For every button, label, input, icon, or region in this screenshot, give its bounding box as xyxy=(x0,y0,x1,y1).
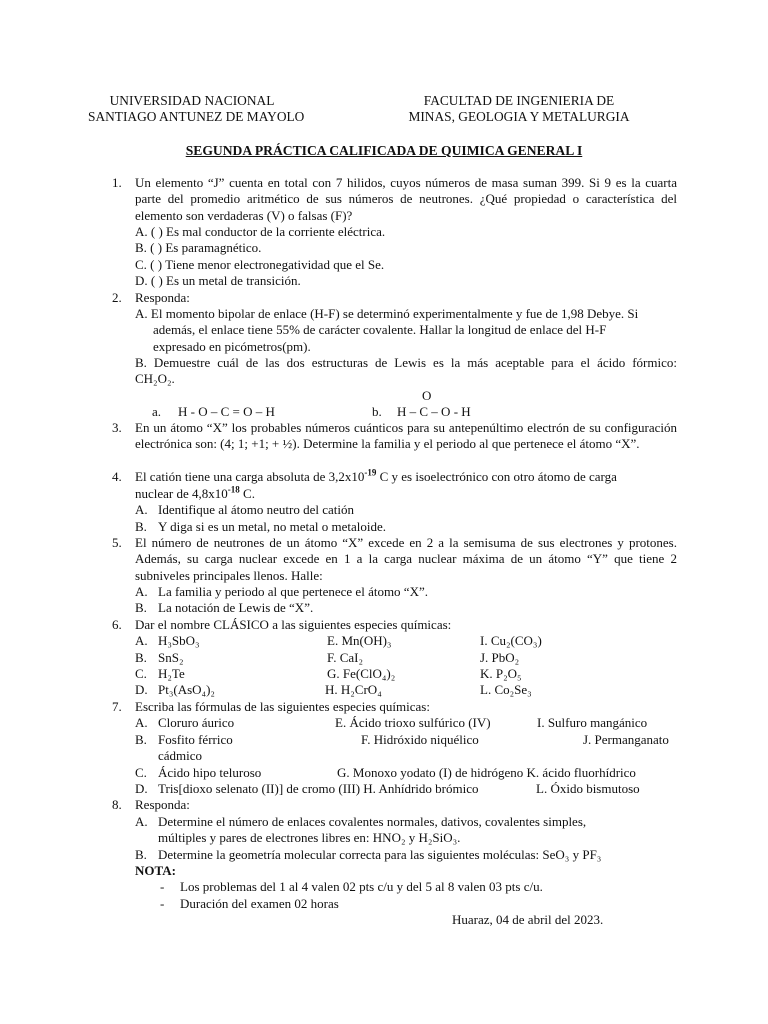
q4-line-1-post: C y es isoelectrónico con otro átomo de carga xyxy=(376,469,617,484)
q7-number: 7. xyxy=(112,699,122,714)
q2-a-line-2: además, el enlace tiene 55% de carácter covalente. Hallar la longitud de enlace del H-F xyxy=(153,322,607,337)
q4-line-2 xyxy=(135,486,255,502)
q2-oxygen-label: O xyxy=(422,388,432,403)
q3-text: En un átomo “X” los probables números cuánticos para su antepenúltimo electrón de su configuración electrónica son: (4; 1; +1; + ½). Determine la familia y el periodo al que pertenece el átomo “X”. xyxy=(135,420,677,452)
q6-species: F. CaI₂ xyxy=(327,650,363,665)
q2-option-a-label: a. xyxy=(152,404,162,419)
q4-number: 4. xyxy=(112,469,122,484)
q6-number: 6. xyxy=(112,617,122,632)
q7-species: Ácido hipo teluroso xyxy=(158,765,262,780)
q7-species: I. Sulfuro mangánico xyxy=(537,715,648,730)
q7-species: Fosfito férrico xyxy=(158,732,233,747)
q2-b-line-2: CH₂O₂. xyxy=(135,371,175,386)
header-left-line-2: SANTIAGO ANTUNEZ DE MAYOLO xyxy=(88,109,305,124)
q2-structure-b: H – C – O - H xyxy=(397,404,471,419)
q5-b-label: B. xyxy=(135,600,147,615)
nota-item-1: Los problemas del 1 al 4 valen 02 pts c/u y del 5 al 8 valen 03 pts c/u. xyxy=(180,879,543,894)
q7-species: J. Permanganato xyxy=(583,732,669,747)
q4-line-1-pre: El catión tiene una carga absoluta de 3,2x10 xyxy=(135,469,365,484)
q1-option-b: B. ( ) Es paramagnético. xyxy=(135,240,262,255)
q3-number: 3. xyxy=(112,420,122,435)
q4-a-label: A. xyxy=(135,502,148,517)
q6-species: K. P₂O₅ xyxy=(480,666,522,681)
q7-text: Escriba las fórmulas de las siguientes especies químicas: xyxy=(135,699,430,714)
q4-line-1-exponent: -19 xyxy=(364,467,377,478)
nota-item-2: Duración del examen 02 horas xyxy=(180,896,339,911)
q7-species: L. Óxido bismutoso xyxy=(536,781,640,796)
q4-line-2-pre: nuclear de 4,8x10 xyxy=(135,486,228,501)
header-left-line-1: UNIVERSIDAD NACIONAL xyxy=(109,93,275,108)
q6-label: D. xyxy=(135,682,148,697)
q4-option-b: Y diga si es un metal, no metal o metaloide. xyxy=(158,519,387,534)
q8-option-b: Determine la geometría molecular correcta para las siguientes moléculas: SeO₃ y PF₃ xyxy=(158,847,602,862)
q6-species: H₂Te xyxy=(158,666,185,681)
q7-species: E. Ácido trioxo sulfúrico (IV) xyxy=(335,715,491,730)
q7-species: G. Monoxo yodato (I) de hidrógeno K. ácido fluorhídrico xyxy=(337,765,636,780)
q2-structure-a: H - O – C = O – H xyxy=(178,404,275,419)
nota-bullet: - xyxy=(160,896,165,911)
q2-option-b-label: b. xyxy=(372,404,382,419)
q7-species: Tris[dioxo selenato (II)] de cromo (III) H. Anhídrido brómico xyxy=(158,781,479,796)
q8-a-line-2: múltiples y pares de electrones libres en: HNO₂ y H₂SiO₃. xyxy=(158,830,461,845)
q4-line-1 xyxy=(135,469,617,485)
exam-title: SEGUNDA PRÁCTICA CALIFICADA DE QUIMICA GENERAL I xyxy=(185,143,583,158)
q5-a-label: A. xyxy=(135,584,148,599)
header-right-line-1: FACULTAD DE INGENIERIA DE xyxy=(423,93,615,108)
q7-label: C. xyxy=(135,765,147,780)
q6-species: Pt₃(AsO₄)₂ xyxy=(158,682,215,697)
q8-a-label: A. xyxy=(135,814,148,829)
q6-species: J. PbO₂ xyxy=(480,650,520,665)
q2-a-line-3: expresado en picómetros(pm). xyxy=(153,339,311,354)
q6-species: L. Co₂Se₃ xyxy=(480,682,532,697)
q4-b-label: B. xyxy=(135,519,147,534)
q2-number: 2. xyxy=(112,290,122,305)
q6-label: A. xyxy=(135,633,148,648)
q7-row2-continuation: cádmico xyxy=(158,748,203,763)
nota-title: NOTA: xyxy=(135,863,176,878)
q6-species: G. Fe(ClO₄)₂ xyxy=(327,666,396,681)
q6-species: E. Mn(OH)₃ xyxy=(327,633,392,648)
q7-label: B. xyxy=(135,732,147,747)
q4-line-2-post: C. xyxy=(239,486,255,501)
q8-a-line-1: Determine el número de enlaces covalentes normales, dativos, covalentes simples, xyxy=(158,814,587,829)
q1-text: Un elemento “J” cuenta en total con 7 hilidos, cuyos números de masa suman 399. Si 9 es la cuarta parte del promedio aritmético de sus números de neutrones. ¿Qué propiedad o característica del elemento son verdaderas (V) o falsas (F)? xyxy=(135,175,677,223)
q6-species: I. Cu₂(CO₃) xyxy=(480,633,542,648)
header-right-line-2: MINAS, GEOLOGIA Y METALURGIA xyxy=(408,109,630,124)
q5-option-a: La familia y periodo al que pertenece el átomo “X”. xyxy=(158,584,428,599)
faculty-name xyxy=(395,93,643,125)
q7-species: Cloruro áurico xyxy=(158,715,235,730)
q6-label: C. xyxy=(135,666,147,681)
q5-option-b: La notación de Lewis de “X”. xyxy=(158,600,314,615)
q7-label: D. xyxy=(135,781,148,796)
place-date: Huaraz, 04 de abril del 2023. xyxy=(452,912,604,927)
q5-text: El número de neutrones de un átomo “X” excede en 2 a la semisuma de sus electrones y protones. Además, su carga nuclear excede en 1 a la carga nuclear máxima de un átomo “Y” que tiene 2 subniveles principales llenos. Halle: xyxy=(135,535,677,583)
q1-option-d: D. ( ) Es un metal de transición. xyxy=(135,273,301,288)
nota-bullet: - xyxy=(160,879,165,894)
q6-species: H. H₂CrO₄ xyxy=(325,682,382,697)
q7-label: A. xyxy=(135,715,148,730)
q4-line-2-exponent: -18 xyxy=(227,484,240,495)
q6-label: B. xyxy=(135,650,147,665)
q6-text: Dar el nombre CLÁSICO a las siguientes especies químicas: xyxy=(135,617,452,632)
q6-species: SnS₂ xyxy=(158,650,184,665)
q8-text: Responda: xyxy=(135,797,190,812)
q5-number: 5. xyxy=(112,535,122,550)
q1-number: 1. xyxy=(112,175,122,190)
q2-a-line-1: A. El momento bipolar de enlace (H-F) se determinó experimentalmente y fue de 1,98 Debye. Si xyxy=(135,306,639,321)
q2-text: Responda: xyxy=(135,290,190,305)
q8-b-label: B. xyxy=(135,847,147,862)
q1-option-c: C. ( ) Tiene menor electronegatividad que el Se. xyxy=(135,257,385,272)
q6-species: H₃SbO₃ xyxy=(158,633,200,648)
q4-option-a: Identifique al átomo neutro del catión xyxy=(158,502,355,517)
q1-option-a: A. ( ) Es mal conductor de la corriente eléctrica. xyxy=(135,224,386,239)
university-name xyxy=(88,93,305,125)
q7-species: F. Hidróxido niquélico xyxy=(361,732,479,747)
q2-b-line-1: B. Demuestre cuál de las dos estructuras de Lewis es la más aceptable para el ácido fórmico: xyxy=(135,355,677,370)
q8-number: 8. xyxy=(112,797,122,812)
